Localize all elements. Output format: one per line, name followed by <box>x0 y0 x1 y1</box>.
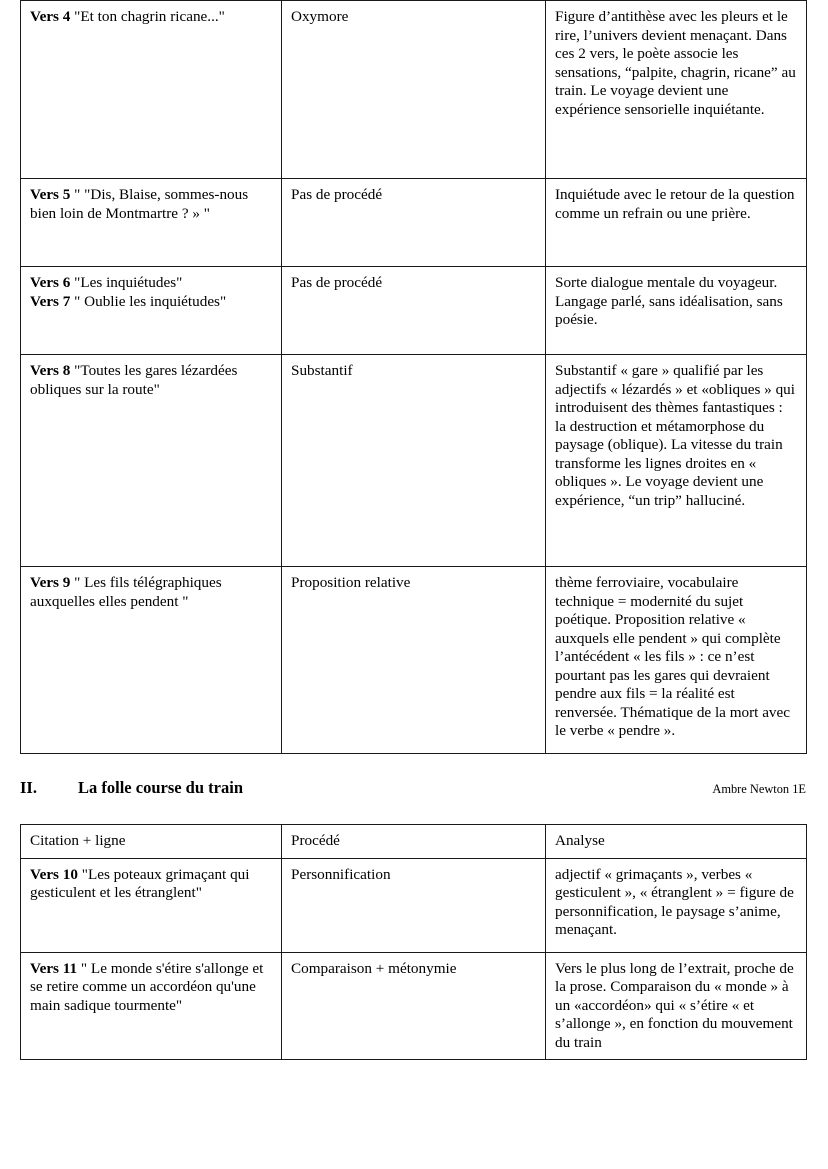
table-row <box>21 267 807 355</box>
table-row <box>21 1 807 179</box>
table-row <box>21 858 807 952</box>
analyse-cell: Vers le plus long de l’extrait, proche de la prose. Comparaison du « monde » à un «accordéon» qui « s’étire « et s’allonge », en fonction du mouvement du train <box>546 952 807 1060</box>
citation-text: "Toutes les gares lézardées obliques sur la route" <box>30 362 238 398</box>
analyse-cell: Sorte dialogue mentale du voyageur. Langage parlé, sans idéalisation, sans poésie. <box>546 267 807 355</box>
procede-cell: Pas de procédé <box>282 179 546 267</box>
analyse-cell: adjectif « grimaçants », verbes « gesticulent », « étranglent » = figure de personnification, le paysage s’anime, menaçant. <box>546 858 807 952</box>
author-note: Ambre Newton 1E <box>712 782 806 796</box>
citation-text: "Les inquiétudes" <box>70 274 183 291</box>
table-header-row <box>21 825 807 859</box>
verse-label: Vers 5 <box>30 186 71 203</box>
analysis-table-part2 <box>20 824 807 1060</box>
column-header-citation: Citation + ligne <box>21 825 282 859</box>
verse-label: Vers 6 <box>30 274 71 291</box>
citation-text: " Les fils télégraphiques auxquelles elles pendent " <box>30 574 222 610</box>
section-title: La folle course du train <box>78 778 243 797</box>
procede-cell: Oxymore <box>282 1 546 179</box>
citation-text: " Le monde s'étire s'allonge et se retire comme un accordéon qu'une main sadique tourmente" <box>30 959 264 1014</box>
procede-cell: Proposition relative <box>282 567 546 754</box>
verse-label: Vers 11 <box>30 959 78 977</box>
verse-label: Vers 9 <box>30 574 71 591</box>
column-header-procede: Procédé <box>282 825 546 859</box>
section-number: II. <box>20 778 37 797</box>
verse-label-2: Vers 7 <box>30 292 71 310</box>
table-row <box>21 355 807 567</box>
analyse-cell: Substantif « gare » qualifié par les adjectifs « lézardés » et «obliques » qui introduisent des thèmes fantastiques : la destruction et métamorphose du paysage (oblique). La vitesse du train transforme les lignes droites en « obliques ». Le voyage devient une expérience, “un trip” halluciné. <box>546 355 807 567</box>
citation-cell <box>21 952 282 1060</box>
procede-cell: Substantif <box>282 355 546 567</box>
citation-cell <box>21 1 282 179</box>
analyse-cell: Figure d’antithèse avec les pleurs et le rire, l’univers devient menaçant. Dans ces 2 vers, le poète associe les sensations, “palpite, chagrin, ricane” au train. Le voyage devient une expérience sensorielle inquiétante. <box>546 1 807 179</box>
procede-cell: Pas de procédé <box>282 267 546 355</box>
verse-label: Vers 4 <box>30 8 71 25</box>
column-header-analyse: Analyse <box>546 825 807 859</box>
citation-text: "Les poteaux grimaçant qui gesticulent et les étranglent" <box>30 865 250 902</box>
table-row <box>21 567 807 754</box>
citation-cell <box>21 355 282 567</box>
verse-label: Vers 8 <box>30 362 71 379</box>
heading-spacer <box>0 798 828 824</box>
verse-label: Vers 10 <box>30 865 78 883</box>
citation-cell <box>21 858 282 952</box>
citation-cell <box>21 567 282 754</box>
procede-cell: Personnification <box>282 858 546 952</box>
analyse-cell: Inquiétude avec le retour de la question comme un refrain ou une prière. <box>546 179 807 267</box>
analysis-table-part1 <box>20 0 807 754</box>
citation-text: " "Dis, Blaise, sommes-nous bien loin de Montmartre ? » " <box>30 186 249 222</box>
table-row <box>21 179 807 267</box>
citation-text: "Et ton chagrin ricane..." <box>70 8 225 25</box>
analyse-cell: thème ferroviaire, vocabulaire technique = modernité du sujet poétique. Proposition relative « auxquels elle pendent » qui complète l’antécédent « les fils » : ce n’est pourtant pas les gares qui devraient pendre aux fils = la réalité est renversée. Thématique de la mort avec le verbe « pendre ». <box>546 567 807 754</box>
section-heading <box>20 778 806 798</box>
citation-text-2: " Oublie les inquiétudes" <box>70 292 227 310</box>
table-row <box>21 952 807 1060</box>
citation-cell <box>21 179 282 267</box>
citation-cell <box>21 267 282 355</box>
procede-cell: Comparaison + métonymie <box>282 952 546 1060</box>
